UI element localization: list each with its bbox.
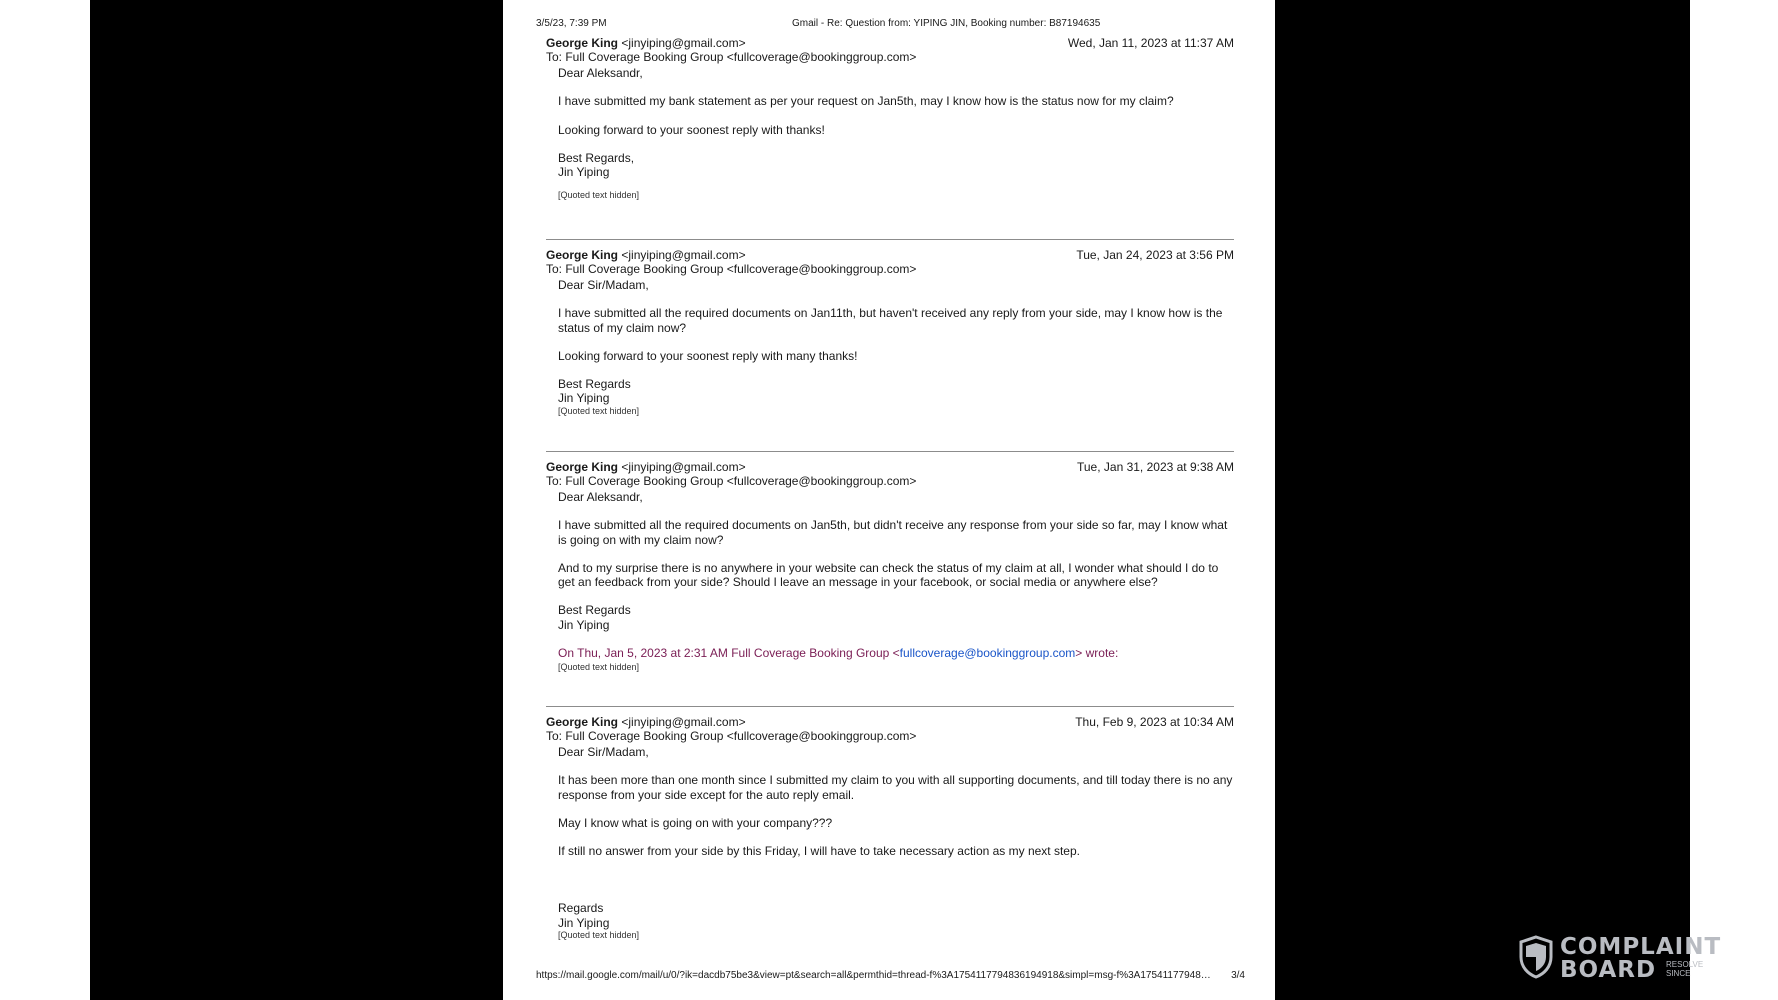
message-meta (546, 715, 1234, 745)
message-divider (546, 706, 1234, 707)
recipient: To: Full Coverage Booking Group <fullcoverage@bookinggroup.com> (546, 262, 917, 276)
message-date: Tue, Jan 24, 2023 at 3:56 PM (1076, 248, 1234, 262)
paragraph: Looking forward to your soonest reply with thanks! (558, 122, 825, 137)
greeting: Dear Sir/Madam, (558, 745, 649, 759)
message-body (546, 745, 1234, 941)
closing: Best Regards, (558, 150, 635, 165)
sender-email-link[interactable]: fullcoverage@bookinggroup.com (899, 646, 1076, 661)
paragraph: If still no answer from your side by this Friday, I will have to take necessary action as my next step. (558, 844, 1080, 859)
greeting: Dear Sir/Madam, (558, 278, 649, 292)
sender-email: <jinyiping@gmail.com> (621, 460, 746, 474)
recipient: To: Full Coverage Booking Group <fullcoverage@bookinggroup.com> (546, 729, 917, 743)
quoted-text-hidden[interactable]: [Quoted text hidden] (558, 190, 640, 201)
attribution-suffix: > wrote: (1075, 646, 1119, 661)
quoted-text-hidden[interactable]: [Quoted text hidden] (558, 662, 640, 673)
paragraph: May I know what is going on with your company??? (558, 815, 833, 830)
paragraph: Looking forward to your soonest reply with many thanks! (558, 348, 858, 363)
message-meta (546, 460, 1234, 490)
sender (546, 36, 746, 50)
watermark-resolve: RESOLVE (1666, 960, 1704, 969)
print-date: 3/5/23, 7:39 PM (536, 18, 607, 29)
message-body (546, 490, 1234, 673)
sender (546, 715, 746, 729)
greeting: Dear Aleksandr, (558, 490, 643, 504)
paragraph: I have submitted all the required documents on Jan11th, but haven't received any reply from your side, may I know how is the status of my claim now? (558, 306, 1223, 335)
recipient: To: Full Coverage Booking Group <fullcoverage@bookinggroup.com> (546, 474, 917, 488)
paragraph: And to my surprise there is no anywhere in your website can check the status of my claim at all, I wonder what should I do to get an feedback from your side? Should I leave an message in your facebook, or social media or anywhere else? (558, 560, 1219, 590)
sender-email: <jinyiping@gmail.com> (621, 36, 746, 50)
paragraph: I have submitted all the required documents on Jan5th, but didn't receive any response from your side so far, may I know what is going on with my claim now? (558, 518, 1228, 547)
sender-email: <jinyiping@gmail.com> (621, 715, 746, 729)
sender-name: George King (546, 460, 619, 474)
email-message (546, 36, 1234, 201)
sender-name: George King (546, 715, 619, 729)
print-title: Gmail - Re: Question from: YIPING JIN, Booking number: B87194635 (792, 18, 1101, 29)
watermark-line1: COMPLAINT (1560, 934, 1722, 960)
signature: Jin Yiping (558, 915, 610, 930)
message-date: Thu, Feb 9, 2023 at 10:34 AM (1075, 715, 1234, 729)
watermark-since: SINCE (1666, 969, 1691, 978)
sender-name: George King (546, 36, 619, 50)
recipient: To: Full Coverage Booking Group <fullcoverage@bookinggroup.com> (546, 50, 917, 64)
attribution-prefix: On Thu, Jan 5, 2023 at 2:31 AM Full Coverage Booking Group < (558, 646, 900, 661)
message-date: Wed, Jan 11, 2023 at 11:37 AM (1067, 36, 1234, 50)
print-url: https://mail.google.com/mail/u/0/?ik=dacdb75be3&view=pt&search=all&permthid=thread-f%3A1754117794836194918&simpl=msg-f%3A17541177948… (536, 970, 1211, 981)
paragraph: It has been more than one month since I submitted my claim to you with all supporting documents, and till today there is no any response from your side except for the auto reply email. (558, 773, 1233, 802)
complaintboard-watermark (1518, 932, 1722, 983)
quoted-text-hidden[interactable]: [Quoted text hidden] (558, 405, 640, 416)
closing: Best Regards (558, 377, 631, 392)
watermark-line2: BOARD (1560, 957, 1657, 983)
sender-email: <jinyiping@gmail.com> (621, 248, 746, 262)
paragraph: I have submitted my bank statement as per your request on Jan5th, may I know how is the status now for my claim? (558, 94, 1174, 109)
message-divider (546, 451, 1234, 452)
closing: Regards (558, 901, 604, 916)
watermark-line3 (1666, 960, 1703, 978)
print-header (536, 18, 1245, 32)
page-number: 3/4 (1231, 970, 1245, 981)
sender (546, 248, 746, 262)
message-divider (546, 239, 1234, 240)
signature: Jin Yiping (558, 617, 610, 632)
message-date: Tue, Jan 31, 2023 at 9:38 AM (1077, 460, 1234, 474)
signature: Jin Yiping (558, 165, 610, 180)
email-message (546, 460, 1234, 673)
message-meta (546, 248, 1234, 278)
print-footer (536, 970, 1245, 984)
signature: Jin Yiping (558, 391, 610, 406)
sender-name: George King (546, 248, 619, 262)
greeting: Dear Aleksandr, (558, 66, 643, 80)
message-body (546, 66, 1234, 201)
message-body (546, 278, 1234, 417)
email-message (546, 248, 1234, 417)
reply-attribution (558, 646, 1234, 660)
closing: Best Regards (558, 603, 631, 618)
message-meta (546, 36, 1234, 66)
printed-email-page (503, 0, 1275, 1000)
quoted-text-hidden[interactable]: [Quoted text hidden] (558, 930, 640, 941)
shield-icon (1518, 935, 1554, 979)
email-message (546, 715, 1234, 941)
sender (546, 460, 746, 474)
